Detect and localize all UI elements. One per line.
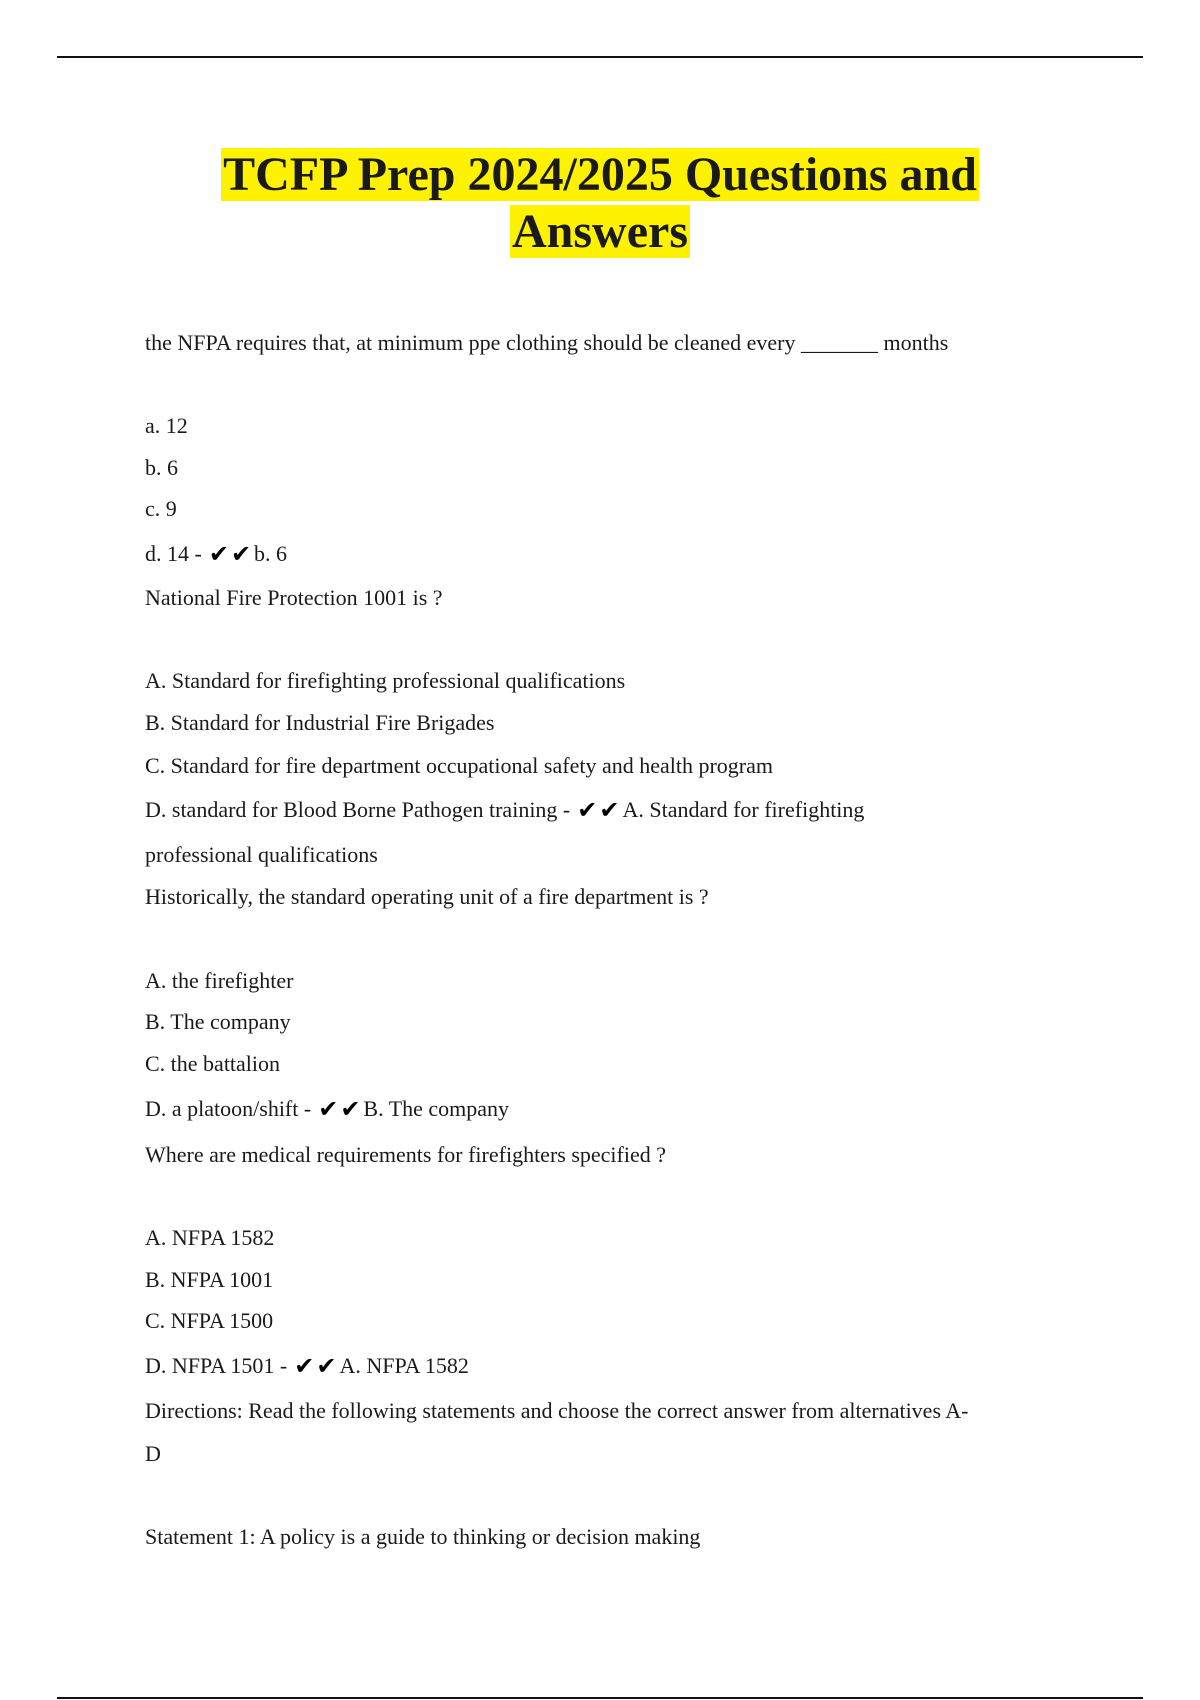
statement-text: Statement 1: A policy is a guide to thinking or decision making: [145, 1524, 701, 1549]
answer-option-text: D. standard for Blood Borne Pathogen training -: [145, 797, 571, 822]
option-b: B. NFPA 1001: [145, 1267, 274, 1292]
answer-line: [145, 541, 287, 567]
directions-continuation: D: [145, 1441, 161, 1466]
option-a: A. NFPA 1582: [145, 1225, 275, 1250]
title-block: [0, 146, 1200, 260]
correct-answer-text: A. Standard for firefighting: [622, 797, 865, 822]
option-c: C. NFPA 1500: [145, 1308, 274, 1333]
page-title: [0, 146, 1200, 260]
option-a: A. Standard for firefighting professional qualifications: [145, 668, 626, 693]
answer-option-text: D. a platoon/shift -: [145, 1096, 312, 1121]
question-text: National Fire Protection 1001 is ?: [145, 585, 443, 610]
double-checkmark-icon: ✔✔: [208, 540, 252, 568]
directions-text: Directions: Read the following statements and choose the correct answer from alternatives A-: [145, 1398, 969, 1423]
title-line-2: Answers: [512, 205, 688, 258]
correct-answer-text: A. NFPA 1582: [339, 1353, 469, 1378]
double-checkmark-icon: ✔✔: [294, 1352, 337, 1380]
option-b: B. Standard for Industrial Fire Brigades: [145, 710, 495, 735]
option-a: a. 12: [145, 413, 188, 438]
option-c: C. the battalion: [145, 1051, 281, 1076]
correct-answer-text: b. 6: [254, 541, 288, 566]
title-line-1: TCFP Prep 2024/2025 Questions and: [223, 148, 977, 201]
option-c: C. Standard for fire department occupational safety and health program: [145, 753, 773, 778]
top-rule: [57, 56, 1143, 58]
correct-answer-text: B. The company: [363, 1096, 510, 1121]
bottom-rule: [57, 1697, 1143, 1699]
question-text: Historically, the standard operating unit of a fire department is ?: [145, 884, 709, 909]
option-b: B. The company: [145, 1009, 291, 1034]
answer-option-text: d. 14 -: [145, 541, 202, 566]
option-c: c. 9: [145, 496, 177, 521]
question-text: Where are medical requirements for firefighters specified ?: [145, 1142, 667, 1167]
answer-line: [145, 1353, 469, 1379]
double-checkmark-icon: ✔✔: [577, 796, 620, 824]
answer-option-text: D. NFPA 1501 -: [145, 1353, 288, 1378]
answer-line: [145, 797, 864, 823]
answer-continuation: professional qualifications: [145, 842, 378, 867]
option-b: b. 6: [145, 455, 178, 480]
answer-line: [145, 1096, 509, 1122]
double-checkmark-icon: ✔✔: [318, 1095, 361, 1123]
option-a: A. the firefighter: [145, 968, 294, 993]
question-text: the NFPA requires that, at minimum ppe clothing should be cleaned every _______ months: [145, 330, 949, 355]
